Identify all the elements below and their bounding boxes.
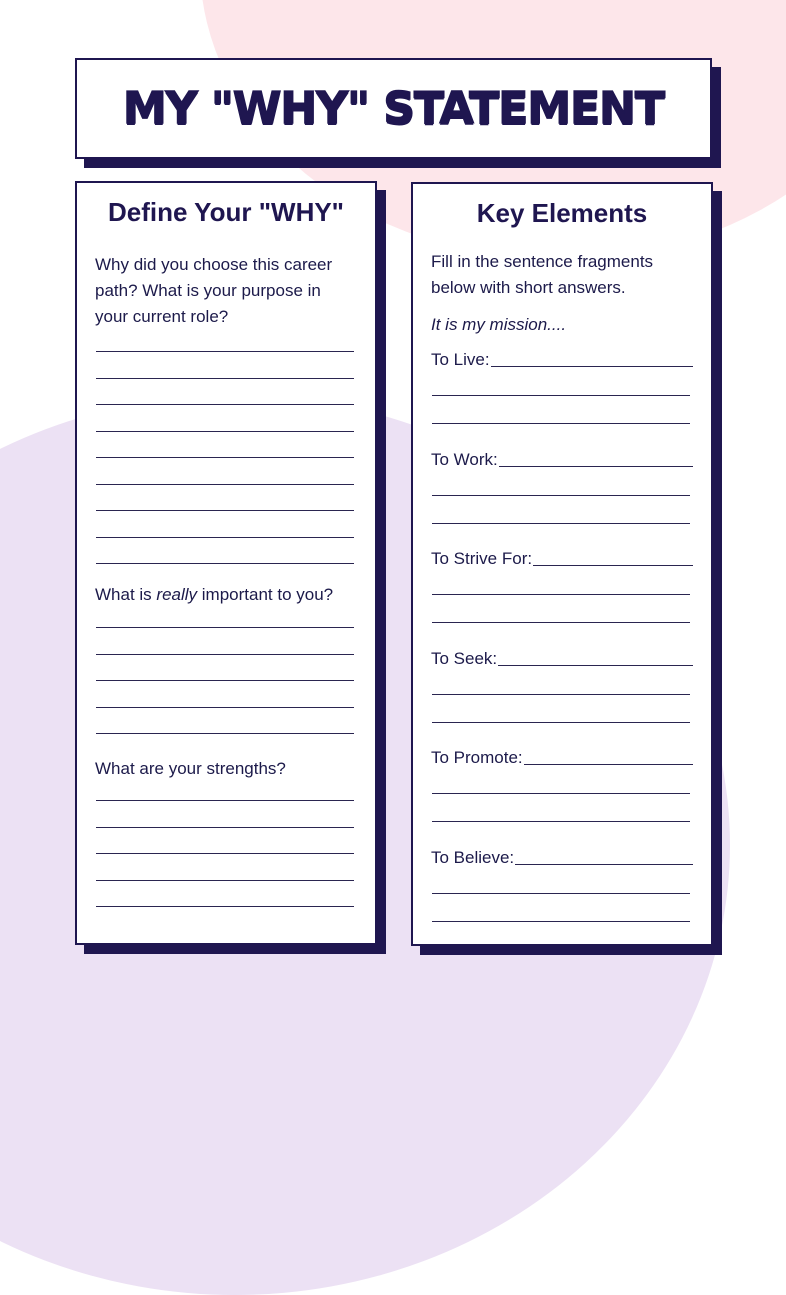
question-career-line-3: your current role?	[95, 307, 229, 326]
question-important: What is really important to you?	[95, 585, 334, 604]
prompt-row	[431, 847, 693, 869]
prompt-answer-line[interactable]	[432, 793, 690, 794]
answer-line[interactable]	[96, 827, 354, 828]
title-banner	[75, 58, 712, 159]
answer-line[interactable]	[96, 880, 354, 881]
prompt-answer-line[interactable]	[432, 722, 690, 723]
answer-line[interactable]	[96, 457, 354, 458]
answer-line[interactable]	[96, 906, 354, 907]
prompt-answer-line[interactable]	[432, 921, 690, 922]
prompt-answer-line[interactable]	[432, 594, 690, 595]
prompt-row	[431, 747, 693, 769]
answer-line[interactable]	[96, 627, 354, 628]
answer-line[interactable]	[96, 800, 354, 801]
prompt-answer-line[interactable]	[432, 495, 690, 496]
prompt-answer-line[interactable]	[432, 523, 690, 524]
prompt-fill-line[interactable]	[533, 565, 693, 566]
key-elements-panel	[411, 182, 713, 946]
answer-line[interactable]	[96, 654, 354, 655]
prompt-answer-line[interactable]	[432, 622, 690, 623]
key-elements-heading: Key Elements	[476, 198, 648, 228]
prompt-fill-line[interactable]	[524, 764, 693, 765]
intro-line-1: Fill in the sentence fragments	[431, 252, 654, 271]
question-career-line-1: Why did you choose this career	[95, 255, 333, 274]
prompt-answer-line[interactable]	[432, 821, 690, 822]
prompt-answer-line[interactable]	[432, 893, 690, 894]
prompt-row	[431, 648, 693, 670]
answer-line[interactable]	[96, 484, 354, 485]
page-title: MY "WHY" STATEMENT	[122, 83, 665, 134]
answer-line[interactable]	[96, 431, 354, 432]
prompt-fill-line[interactable]	[499, 466, 693, 467]
question-strengths: What are your strengths?	[95, 759, 286, 778]
answer-line[interactable]	[96, 351, 354, 352]
define-why-panel	[75, 181, 377, 945]
answer-line[interactable]	[96, 404, 354, 405]
prompt-label: To Seek:	[431, 648, 498, 668]
prompt-answer-line[interactable]	[432, 694, 690, 695]
prompt-label: To Promote:	[431, 748, 523, 767]
define-why-heading: Define Your "WHY"	[107, 197, 345, 227]
answer-line[interactable]	[96, 510, 354, 511]
answer-line[interactable]	[96, 680, 354, 681]
answer-line[interactable]	[96, 537, 354, 538]
prompt-label: To Live:	[431, 350, 490, 369]
answer-line[interactable]	[96, 563, 354, 564]
prompt-row	[431, 548, 693, 570]
prompt-fill-line[interactable]	[515, 864, 693, 865]
prompt-fill-line[interactable]	[491, 366, 693, 367]
answer-line[interactable]	[96, 853, 354, 854]
prompt-label: To Believe:	[431, 847, 515, 867]
prompt-row	[431, 449, 693, 471]
prompt-answer-line[interactable]	[432, 423, 690, 424]
question-career-line-2: path? What is your purpose in	[95, 281, 321, 300]
prompt-answer-line[interactable]	[432, 395, 690, 396]
prompt-label: To Work:	[431, 449, 498, 469]
mission-text: It is my mission....	[431, 315, 567, 334]
prompt-label: To Strive For:	[431, 549, 533, 568]
prompt-row	[431, 349, 693, 371]
intro-line-2: below with short answers.	[431, 278, 626, 297]
answer-line[interactable]	[96, 733, 354, 734]
prompt-fill-line[interactable]	[498, 665, 693, 666]
answer-line[interactable]	[96, 707, 354, 708]
emphasis-really: really	[156, 585, 198, 604]
answer-line[interactable]	[96, 378, 354, 379]
